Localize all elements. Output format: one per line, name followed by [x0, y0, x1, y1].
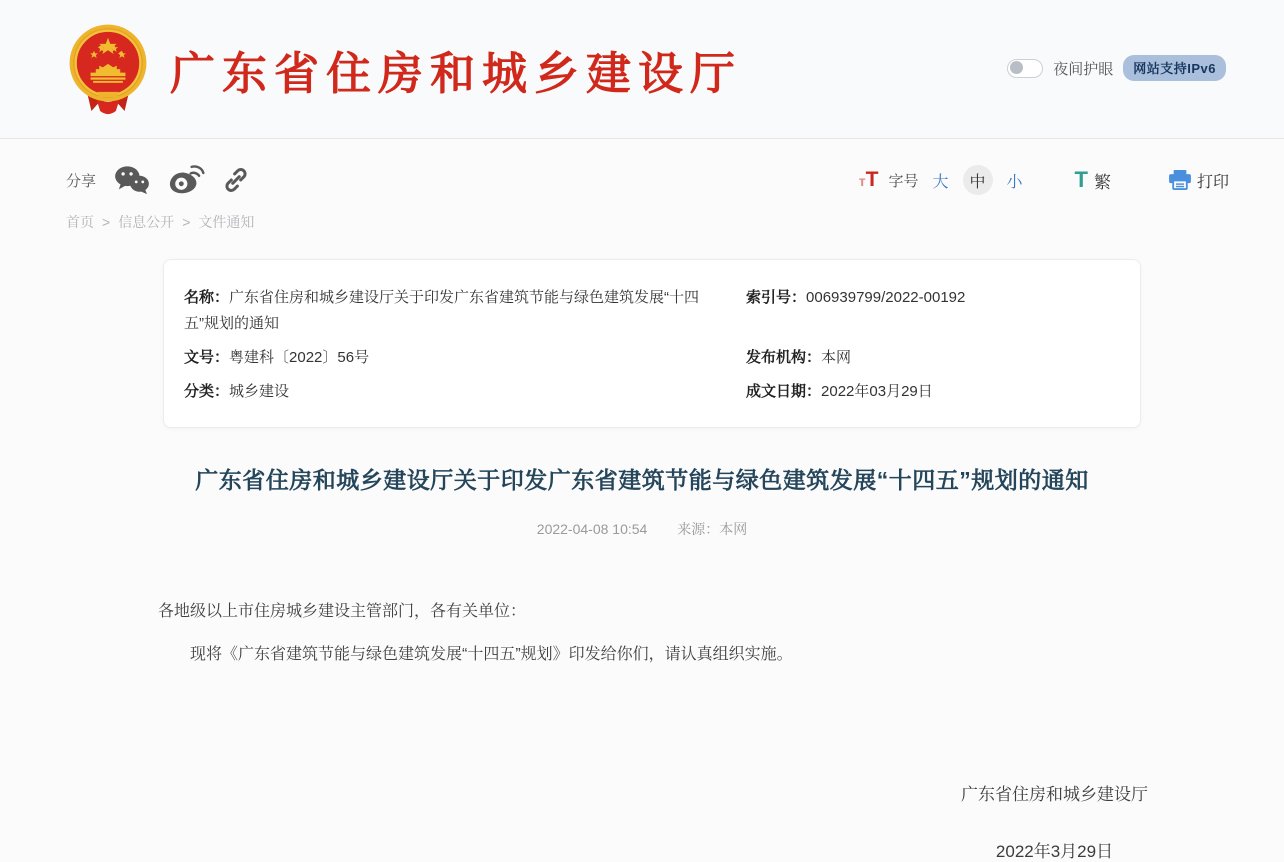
weibo-share-icon[interactable]	[168, 165, 204, 195]
font-size-icon: тT	[858, 168, 879, 191]
breadcrumb-separator: >	[102, 214, 111, 230]
doc-index-field	[746, 285, 1120, 337]
doc-date-field	[746, 379, 1120, 405]
font-size-label: 字号	[888, 172, 919, 190]
doc-category-field	[184, 379, 746, 405]
breadcrumb-home[interactable]: 首页	[66, 214, 94, 230]
doc-category-label: 分类：	[184, 383, 230, 400]
ipv6-badge: 网站支持IPv6	[1123, 55, 1226, 81]
font-size-large-button[interactable]: 大	[932, 173, 949, 191]
doc-index-label: 索引号：	[746, 289, 807, 306]
page-tools	[859, 163, 1229, 197]
doc-number-value: 粤建科〔2022〕56号	[229, 349, 370, 366]
site-title: 广东省住房和城乡建设厅	[170, 47, 743, 99]
traditional-t-icon: T	[1074, 167, 1088, 192]
night-mode-label: 夜间护眼	[1053, 60, 1114, 78]
print-button[interactable]: 打印	[1169, 169, 1229, 192]
signature-name: 广东省住房和城乡建设厅	[961, 785, 1148, 804]
signature-date: 2022年3月29日	[995, 842, 1114, 861]
breadcrumb-info-disclosure[interactable]: 信息公开	[118, 214, 175, 230]
share-group	[66, 165, 250, 195]
article-meta	[0, 519, 1284, 539]
doc-publisher-label: 发布机构：	[746, 349, 822, 366]
doc-name-value: 广东省住房和城乡建设厅关于印发广东省建筑节能与绿色建筑发展“十四五”规划的通知	[184, 289, 700, 332]
breadcrumb-separator: >	[182, 214, 191, 230]
doc-name-label: 名称：	[184, 289, 230, 306]
printer-icon	[1169, 170, 1191, 190]
night-mode-toggle[interactable]	[1007, 59, 1043, 78]
publish-time: 2022-04-08 10:54	[536, 521, 648, 537]
doc-publisher-value: 本网	[821, 349, 852, 366]
doc-number-label: 文号：	[184, 349, 230, 366]
traditional-chinese-button[interactable]: T 繁	[1074, 167, 1111, 192]
article-body	[158, 599, 1144, 668]
toolbar	[0, 163, 1284, 197]
font-size-medium-button[interactable]: 中	[963, 165, 993, 195]
site-header	[0, 0, 1284, 139]
breadcrumb	[0, 212, 1284, 232]
header-controls	[1007, 55, 1226, 81]
doc-number-field	[184, 345, 746, 371]
signature-block	[0, 780, 1284, 862]
share-label: 分享	[66, 172, 97, 190]
doc-publisher-field	[746, 345, 1120, 371]
doc-date-value: 2022年03月29日	[821, 383, 933, 400]
doc-category-value: 城乡建设	[229, 383, 290, 400]
font-size-small-button[interactable]: 小	[1006, 173, 1023, 191]
breadcrumb-document-notice[interactable]: 文件通知	[198, 214, 255, 230]
article-title: 广东省住房和城乡建设厅关于印发广东省建筑节能与绿色建筑发展“十四五”规划的通知	[195, 467, 1089, 493]
article-paragraph: 现将《广东省建筑节能与绿色建筑发展“十四五”规划》印发给你们，请认真组织实施。	[190, 646, 793, 663]
doc-index-value: 006939799/2022-00192	[806, 289, 966, 306]
wechat-share-icon[interactable]	[114, 165, 150, 195]
doc-date-label: 成文日期：	[746, 383, 822, 400]
document-info-card	[163, 259, 1141, 428]
copy-link-icon[interactable]	[222, 166, 250, 194]
doc-name-field	[184, 285, 746, 337]
toggle-knob	[1010, 61, 1023, 74]
national-emblem-icon	[64, 22, 152, 118]
article-paragraph: 各地级以上市住房城乡建设主管部门，各有关单位：	[158, 603, 527, 620]
article-source: 来源：本网	[677, 521, 748, 537]
